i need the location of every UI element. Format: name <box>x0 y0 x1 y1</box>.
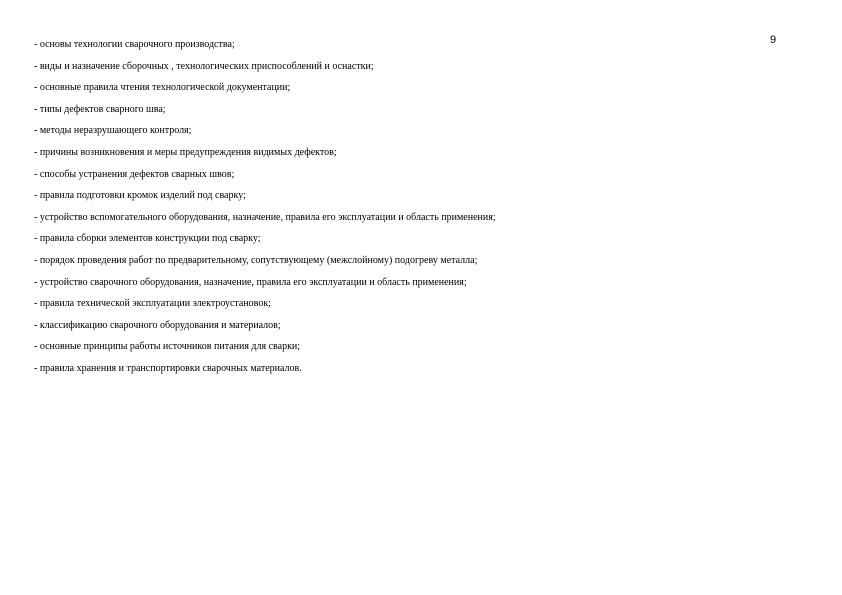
page-number: 9 <box>770 34 777 46</box>
list-item: - правила сборки элементов конструкции под сварку; <box>34 233 261 245</box>
list-item: - способы устранения дефектов сварных швов; <box>34 168 235 180</box>
list-item: - основные правила чтения технологической документации; <box>34 82 291 94</box>
list-item: - типы дефектов сварного шва; <box>34 103 166 115</box>
list-item: - устройство вспомогательного оборудования, назначение, правила его эксплуатации и область применения; <box>34 211 496 223</box>
requirements-list <box>34 38 794 384</box>
list-item: - правила подготовки кромок изделий под сварку; <box>34 190 246 202</box>
list-item: - причины возникновения и меры предупреждения видимых дефектов; <box>34 146 337 158</box>
list-item: - порядок проведения работ по предварительному, сопутствующему (межслойному) подогреву металла; <box>34 254 478 266</box>
list-item: - классификацию сварочного оборудования и материалов; <box>34 319 281 331</box>
list-item: - устройство сварочного оборудования, назначение, правила его эксплуатации и область применения; <box>34 276 467 288</box>
list-item: - правила технической эксплуатации электроустановок; <box>34 298 271 310</box>
list-item: - правила хранения и транспортировки сварочных материалов. <box>34 362 302 374</box>
list-item: - виды и назначение сборочных , технологических приспособлений и оснастки; <box>34 60 374 72</box>
list-item: - основные принципы работы источников питания для сварки; <box>34 341 301 353</box>
list-item: - методы неразрушающего контроля; <box>34 125 192 137</box>
list-item: - основы технологии сварочного производства; <box>34 39 235 50</box>
